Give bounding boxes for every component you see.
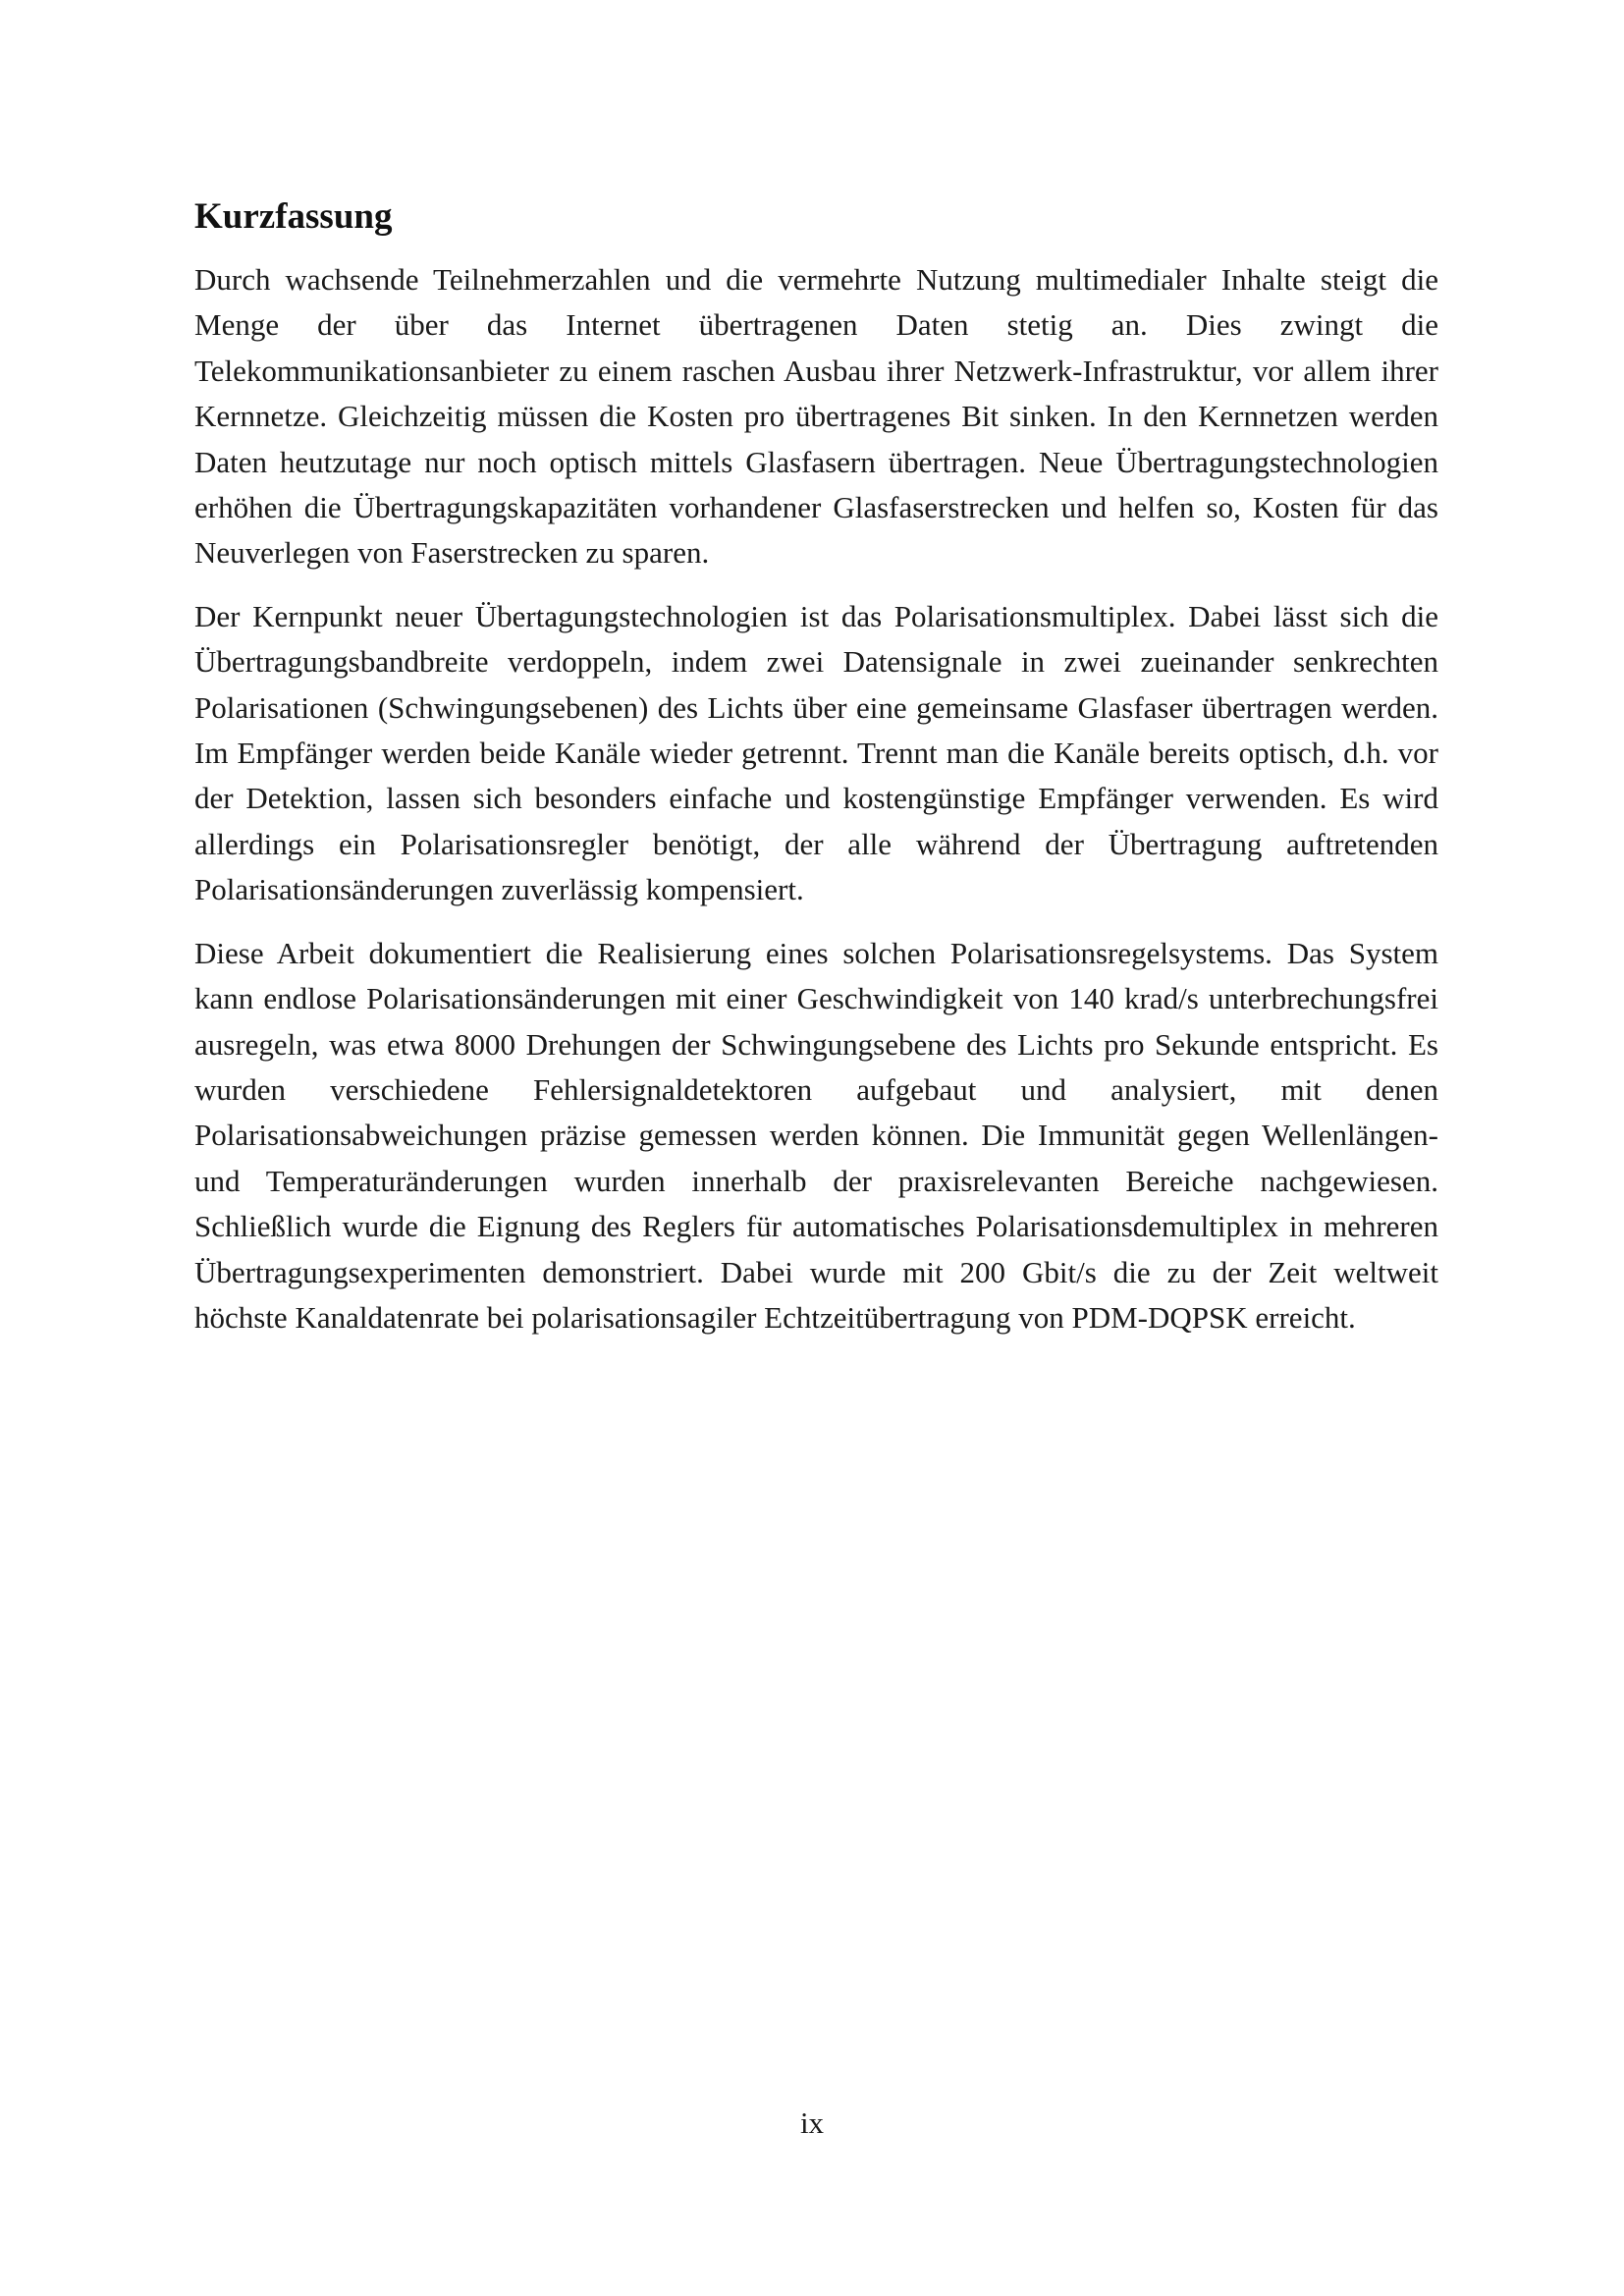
- page-number: ix: [799, 2105, 825, 2140]
- abstract-paragraph-2: Der Kernpunkt neuer Übertagungstechnologien ist das Polarisationsmultiplex. Dabei lässt sich die Übertragungsbandbreite verdoppeln, indem zwei Datensignale in zwei zueinander senkrechten Polarisationen (Schwingungsebenen) des Lichts über eine gemeinsame Glasfaser übertragen werden. Im Empfänger werden beide Kanäle wieder getrennt. Trennt man die Kanäle bereits optisch, d.h. vor der Detektion, lassen sich besonders einfache und kostengünstige Empfänger verwenden. Es wird allerdings ein Polarisationsregler benötigt, der alle während der Übertragung auftretenden Polarisationsänderungen zuverlässig kompensiert.: [194, 598, 1438, 907]
- abstract-paragraph-1: Durch wachsende Teilnehmerzahlen und die vermehrte Nutzung multimedialer Inhalte steigt die Menge der über das Internet übertragenen Daten stetig an. Dies zwingt die Telekommunikationsanbieter zu einem raschen Ausbau ihrer Netzwerk-Infrastruktur, vor allem ihrer Kernnetze. Gleichzeitig müssen die Kosten pro übertragenes Bit sinken. In den Kernnetzen werden Daten heutzutage nur noch optisch mittels Glasfasern übertragen. Neue Übertragungstechnologien erhöhen die Übertragungskapazitäten vorhandener Glasfaserstrecken und helfen so, Kosten für das Neuverlegen von Faserstrecken zu sparen.: [194, 262, 1438, 571]
- section-heading: Kurzfassung: [194, 196, 393, 237]
- page-content: [194, 194, 1438, 1358]
- abstract-paragraph-3: Diese Arbeit dokumentiert die Realisierung eines solchen Polarisationsregelsystems. Das System kann endlose Polarisationsänderungen mit einer Geschwindigkeit von 140 krad/s unterbrechungsfrei ausregeln, was etwa 8000 Drehungen der Schwingungsebene des Lichts pro Sekunde entspricht. Es wurden verschiedene Fehlersignaldetektoren aufgebaut und analysiert, mit denen Polarisationsabweichungen präzise gemessen werden können. Die Immunität gegen Wellenlängen- und Temperaturänderungen wurden innerhalb der praxisrelevanten Bereiche nachgewiesen. Schließlich wurde die Eignung des Reglers für automatisches Polarisationsdemultiplex in mehreren Übertragungsexperimenten demonstriert. Dabei wurde mit 200 Gbit/s die zu der Zeit weltweit höchste Kanaldatenrate bei polarisationsagiler Echtzeitübertragung von PDM-DQPSK erreicht.: [194, 935, 1438, 1335]
